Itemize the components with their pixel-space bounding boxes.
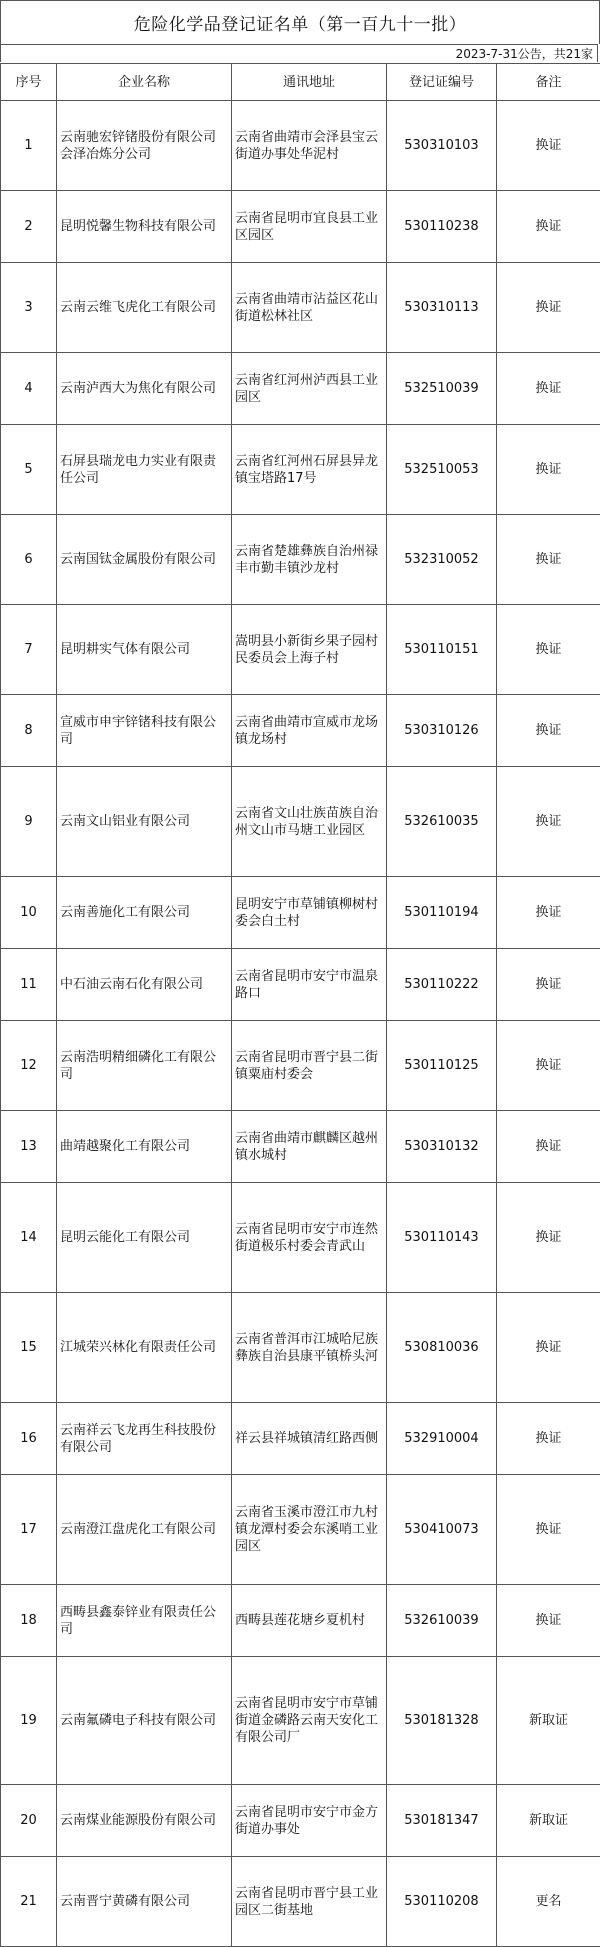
- table-row: [1, 425, 600, 515]
- table-row: [1, 767, 600, 877]
- row-number: 15: [1, 1293, 57, 1403]
- row-number: 3: [1, 263, 57, 353]
- registration-code: 530110125: [387, 1021, 497, 1111]
- remark: 换证: [497, 101, 600, 191]
- company-name: 云南祥云飞龙再生科技股份有限公司: [57, 1403, 232, 1475]
- company-address: 云南省昆明市安宁市草铺街道金磷路云南天安化工有限公司厂: [232, 1657, 387, 1785]
- company-name: 宣威市申宇锌锗科技有限公司: [57, 695, 232, 767]
- company-address: 云南省昆明市宜良县工业区园区: [232, 191, 387, 263]
- company-address: 祥云县祥城镇清红路西侧: [232, 1403, 387, 1475]
- table-row: [1, 1857, 600, 1947]
- company-name: 云南文山铝业有限公司: [57, 767, 232, 877]
- row-number: 19: [1, 1657, 57, 1785]
- company-address: 云南省曲靖市沾益区花山街道松林社区: [232, 263, 387, 353]
- company-name: 昆明耕实气体有限公司: [57, 605, 232, 695]
- company-name: 云南泸西大为焦化有限公司: [57, 353, 232, 425]
- remark: 换证: [497, 1585, 600, 1657]
- table-row: [1, 1111, 600, 1183]
- row-number: 12: [1, 1021, 57, 1111]
- company-name: 石屏县瑞龙电力实业有限责任公司: [57, 425, 232, 515]
- row-number: 13: [1, 1111, 57, 1183]
- row-number: 20: [1, 1785, 57, 1857]
- row-number: 21: [1, 1857, 57, 1947]
- company-address: 云南省昆明市安宁市金方街道办事处: [232, 1785, 387, 1857]
- document-title: 危险化学品登记证名单（第一百九十一批）: [0, 0, 600, 44]
- remark: 换证: [497, 1403, 600, 1475]
- notice-line: 2023-7-31公告，共21家: [0, 44, 598, 62]
- registration-code: 530310113: [387, 263, 497, 353]
- table-row: [1, 1293, 600, 1403]
- company-address: 云南省文山壮族苗族自治州文山市马塘工业园区: [232, 767, 387, 877]
- company-name: 云南煤业能源股份有限公司: [57, 1785, 232, 1857]
- registration-code: 530110238: [387, 191, 497, 263]
- company-name: 云南云维飞虎化工有限公司: [57, 263, 232, 353]
- row-number: 16: [1, 1403, 57, 1475]
- row-number: 10: [1, 877, 57, 949]
- registration-code: 530181347: [387, 1785, 497, 1857]
- registration-code: 530310132: [387, 1111, 497, 1183]
- remark: 换证: [497, 767, 600, 877]
- company-name: 云南浩明精细磷化工有限公司: [57, 1021, 232, 1111]
- remark: 换证: [497, 1183, 600, 1293]
- table-row: [1, 1657, 600, 1785]
- table-header-row: [1, 64, 600, 101]
- row-number: 17: [1, 1475, 57, 1585]
- registration-code: 532510039: [387, 353, 497, 425]
- company-name: 中石油云南石化有限公司: [57, 949, 232, 1021]
- remark: 换证: [497, 605, 600, 695]
- company-name: 云南善施化工有限公司: [57, 877, 232, 949]
- table-row: [1, 949, 600, 1021]
- row-number: 9: [1, 767, 57, 877]
- company-address: 西畴县莲花塘乡夏机村: [232, 1585, 387, 1657]
- company-address: 云南省红河州石屏县异龙镇宝塔路17号: [232, 425, 387, 515]
- remark: 更名: [497, 1857, 600, 1947]
- table-row: [1, 1585, 600, 1657]
- table-row: [1, 877, 600, 949]
- remark: 换证: [497, 263, 600, 353]
- table-row: [1, 191, 600, 263]
- company-address: 云南省红河州泸西县工业园区: [232, 353, 387, 425]
- registration-code: 530310103: [387, 101, 497, 191]
- table-row: [1, 353, 600, 425]
- company-address: 云南省普洱市江城哈尼族彝族自治县康平镇桥头河: [232, 1293, 387, 1403]
- row-number: 1: [1, 101, 57, 191]
- remark: 换证: [497, 695, 600, 767]
- company-address: 云南省昆明市晋宁县工业园区二街基地: [232, 1857, 387, 1947]
- table-row: [1, 263, 600, 353]
- table-row: [1, 1021, 600, 1111]
- company-name: 曲靖越聚化工有限公司: [57, 1111, 232, 1183]
- table-row: [1, 695, 600, 767]
- header-code: 登记证编号: [387, 64, 497, 101]
- remark: 换证: [497, 1293, 600, 1403]
- table-row: [1, 1475, 600, 1585]
- header-company: 企业名称: [57, 64, 232, 101]
- registration-code: 530110194: [387, 877, 497, 949]
- registration-code: 530410073: [387, 1475, 497, 1585]
- row-number: 11: [1, 949, 57, 1021]
- remark: 换证: [497, 1111, 600, 1183]
- remark: 换证: [497, 877, 600, 949]
- company-name: 昆明云能化工有限公司: [57, 1183, 232, 1293]
- registration-code: 532610039: [387, 1585, 497, 1657]
- remark: 新取证: [497, 1657, 600, 1785]
- row-number: 8: [1, 695, 57, 767]
- company-address: 云南省昆明市安宁市连然街道极乐村委会青武山: [232, 1183, 387, 1293]
- company-name: 西畴县鑫泰锌业有限责任公司: [57, 1585, 232, 1657]
- company-name: 江城荣兴林化有限责任公司: [57, 1293, 232, 1403]
- row-number: 5: [1, 425, 57, 515]
- table-row: [1, 101, 600, 191]
- company-address: 云南省曲靖市宣威市龙场镇龙场村: [232, 695, 387, 767]
- remark: 换证: [497, 1475, 600, 1585]
- company-name: 云南氟磷电子科技有限公司: [57, 1657, 232, 1785]
- registration-code: 530810036: [387, 1293, 497, 1403]
- remark: 换证: [497, 425, 600, 515]
- registration-code: 530110143: [387, 1183, 497, 1293]
- remark: 换证: [497, 515, 600, 605]
- company-address: 云南省曲靖市麒麟区越州镇水城村: [232, 1111, 387, 1183]
- registration-code: 530110208: [387, 1857, 497, 1947]
- company-address: 云南省曲靖市会泽县宝云街道办事处华泥村: [232, 101, 387, 191]
- table-row: [1, 1785, 600, 1857]
- registration-code: 530181328: [387, 1657, 497, 1785]
- company-address: 云南省玉溪市澄江市九村镇龙潭村委会东溪哨工业园区: [232, 1475, 387, 1585]
- registration-code: 530110222: [387, 949, 497, 1021]
- table-row: [1, 1183, 600, 1293]
- header-address: 通讯地址: [232, 64, 387, 101]
- registration-code: 532510053: [387, 425, 497, 515]
- row-number: 18: [1, 1585, 57, 1657]
- row-number: 4: [1, 353, 57, 425]
- company-address: 云南省昆明市晋宁县二街镇粟庙村委会: [232, 1021, 387, 1111]
- remark: 换证: [497, 1021, 600, 1111]
- table-row: [1, 605, 600, 695]
- company-name: 云南驰宏锌锗股份有限公司会泽冶炼分公司: [57, 101, 232, 191]
- row-number: 7: [1, 605, 57, 695]
- registration-code: 532610035: [387, 767, 497, 877]
- row-number: 14: [1, 1183, 57, 1293]
- remark: 换证: [497, 353, 600, 425]
- company-name: 云南国钛金属股份有限公司: [57, 515, 232, 605]
- header-no: 序号: [1, 64, 57, 101]
- row-number: 2: [1, 191, 57, 263]
- remark: 换证: [497, 191, 600, 263]
- registration-code: 530110151: [387, 605, 497, 695]
- row-number: 6: [1, 515, 57, 605]
- company-name: 云南澄江盘虎化工有限公司: [57, 1475, 232, 1585]
- company-name: 昆明悦馨生物科技有限公司: [57, 191, 232, 263]
- registration-code: 532310052: [387, 515, 497, 605]
- company-address: 嵩明县小新街乡果子园村民委员会上海子村: [232, 605, 387, 695]
- header-note: 备注: [497, 64, 600, 101]
- company-address: 云南省昆明市安宁市温泉路口: [232, 949, 387, 1021]
- table-row: [1, 1403, 600, 1475]
- company-address: 云南省楚雄彝族自治州禄丰市勤丰镇沙龙村: [232, 515, 387, 605]
- registration-code: 532910004: [387, 1403, 497, 1475]
- company-name: 云南晋宁黄磷有限公司: [57, 1857, 232, 1947]
- company-address: 昆明安宁市草铺镇柳树村委会白土村: [232, 877, 387, 949]
- registration-table: [0, 63, 600, 1947]
- remark: 新取证: [497, 1785, 600, 1857]
- table-row: [1, 515, 600, 605]
- remark: 换证: [497, 949, 600, 1021]
- registration-code: 530310126: [387, 695, 497, 767]
